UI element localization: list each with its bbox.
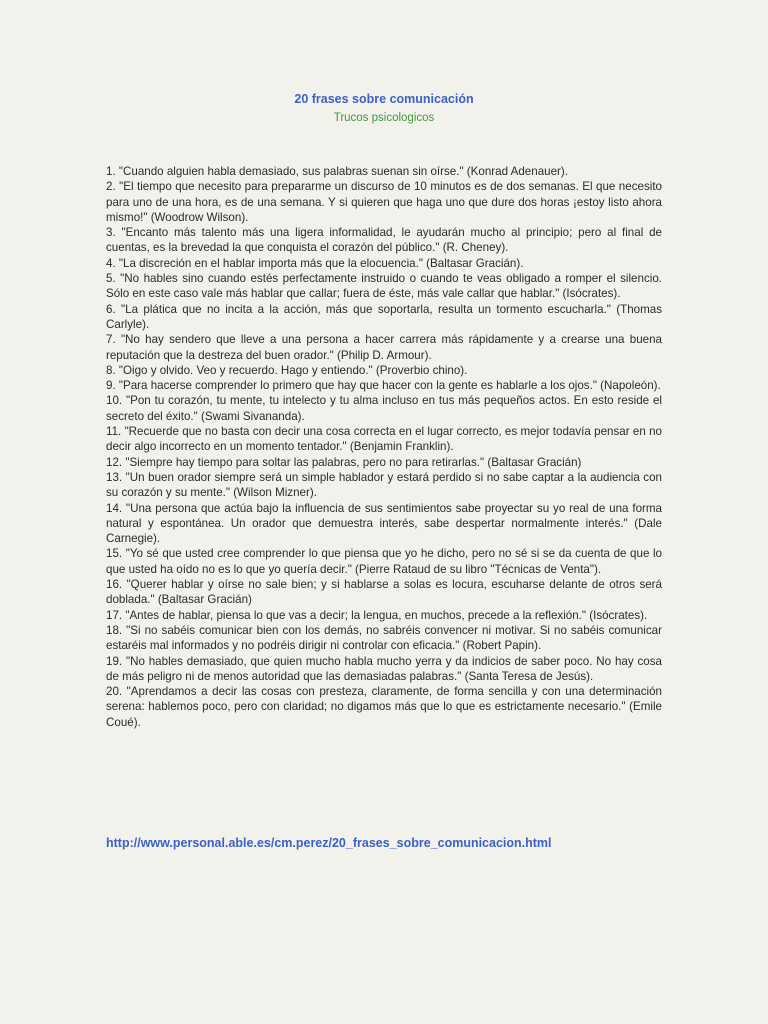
quote-item: 5. "No hables sino cuando estés perfectamente instruido o cuando te veas obligado a romper el silencio. Sólo en este caso vale más hablar que callar; fuera de éste, más vale callar que hablar." (Isócrates). bbox=[106, 272, 662, 301]
document-subtitle: Trucos psicologicos bbox=[333, 112, 435, 124]
quote-item: 17. "Antes de hablar, piensa lo que vas a decir; la lengua, en muchos, precede a la reflexión." (Isócrates). bbox=[106, 608, 648, 622]
quote-item: 15. "Yo sé que usted cree comprender lo que piensa que yo he dicho, pero no sé si se da cuenta de que lo que usted ha oído no es lo que yo quería decir." (Pierre Rataud de su libro "Técnicas de Venta"). bbox=[106, 547, 662, 576]
quote-item: 20. "Aprendamos a decir las cosas con presteza, claramente, de forma sencilla y con una determinación serena: hablemos poco, pero con claridad; no digamos más que lo que es estrictamente necesario." (Emile Coué). bbox=[106, 685, 662, 729]
quote-item: 1. "Cuando alguien habla demasiado, sus palabras suenan sin oírse." (Konrad Adenauer). bbox=[106, 165, 568, 178]
quote-item: 2. "El tiempo que necesito para prepararme un discurso de 10 minutos es de dos semanas. El que necesito para uno de una hora, es de una semana. Y si quieren que haga uno que dure dos horas ¡estoy listo ahora mismo!" (Woodrow Wilson). bbox=[106, 180, 662, 224]
quotes-list bbox=[106, 164, 662, 730]
quote-item: 16. "Querer hablar y oírse no sale bien; y si hablarse a solas es locura, escuharse delante de otros será doblada." (Baltasar Gracián) bbox=[106, 578, 662, 607]
document-title: 20 frases sobre comunicación bbox=[294, 92, 474, 106]
quote-item: 6. "La plática que no incita a la acción, más que soportarla, resulta un tormento escucharla." (Thomas Carlyle). bbox=[106, 302, 662, 331]
quote-item: 8. "Oigo y olvido. Veo y recuerdo. Hago y entiendo." (Proverbio chino). bbox=[106, 363, 468, 377]
quote-item: 18. "Si no sabéis comunicar bien con los demás, no sabréis convencer ni motivar. Si no sabéis comunicar estaréis mal informados y no podréis dirigir ni controlar con eficacia." (Robert Papin). bbox=[106, 623, 662, 653]
quote-item: 4. "La discreción en el hablar importa más que la elocuencia." (Baltasar Gracián). bbox=[106, 256, 524, 270]
quote-item: 14. "Una persona que actúa bajo la influencia de sus sentimientos sabe proyectar su yo real de una forma natural y espontánea. Un orador que demuestra interés, sabe despertar normalmente interés." (Dale Carnegie). bbox=[106, 501, 662, 546]
quote-item: 3. "Encanto más talento más una ligera informalidad, le ayudarán mucho al principio; pero al final de cuentas, es la brevedad la que conquista el corazón del público." (R. Cheney). bbox=[106, 226, 662, 255]
quote-item: 9. "Para hacerse comprender lo primero que hay que hacer con la gente es hablarle a los ojos." (Napoleón). bbox=[106, 379, 661, 393]
quote-item: 19. "No hables demasiado, que quien mucho habla mucho yerra y da indicios de saber poco. No hay cosa de más peligro ni de menos autoridad que las demasiadas palabras." (Santa Teresa de Jesús). bbox=[106, 654, 662, 683]
source-link[interactable]: http://www.personal.able.es/cm.perez/20_frases_sobre_comunicacion.html bbox=[106, 836, 552, 850]
quote-item: 12. "Siempre hay tiempo para soltar las palabras, pero no para retirarlas." (Baltasar Gracián) bbox=[106, 455, 582, 469]
quote-item: 11. "Recuerde que no basta con decir una cosa correcta en el lugar correcto, es mejor todavía pensar en no decir algo incorrecto en un momento tentador." (Benjamin Franklin). bbox=[106, 425, 662, 454]
quote-item: 10. "Pon tu corazón, tu mente, tu intelecto y tu alma incluso en tus más pequeños actos. En esto reside el secreto del éxito." (Swami Sivananda). bbox=[106, 394, 662, 423]
quote-item: 13. "Un buen orador siempre será un simple hablador y estará perdido si no sabe captar a la audiencia con su corazón y su mente." (Wilson Mizner). bbox=[106, 470, 662, 500]
quote-item: 7. "No hay sendero que lleve a una persona a hacer carrera más rápidamente y a crearse una buena reputación que la destreza del buen orador." (Philip D. Armour). bbox=[106, 333, 662, 362]
